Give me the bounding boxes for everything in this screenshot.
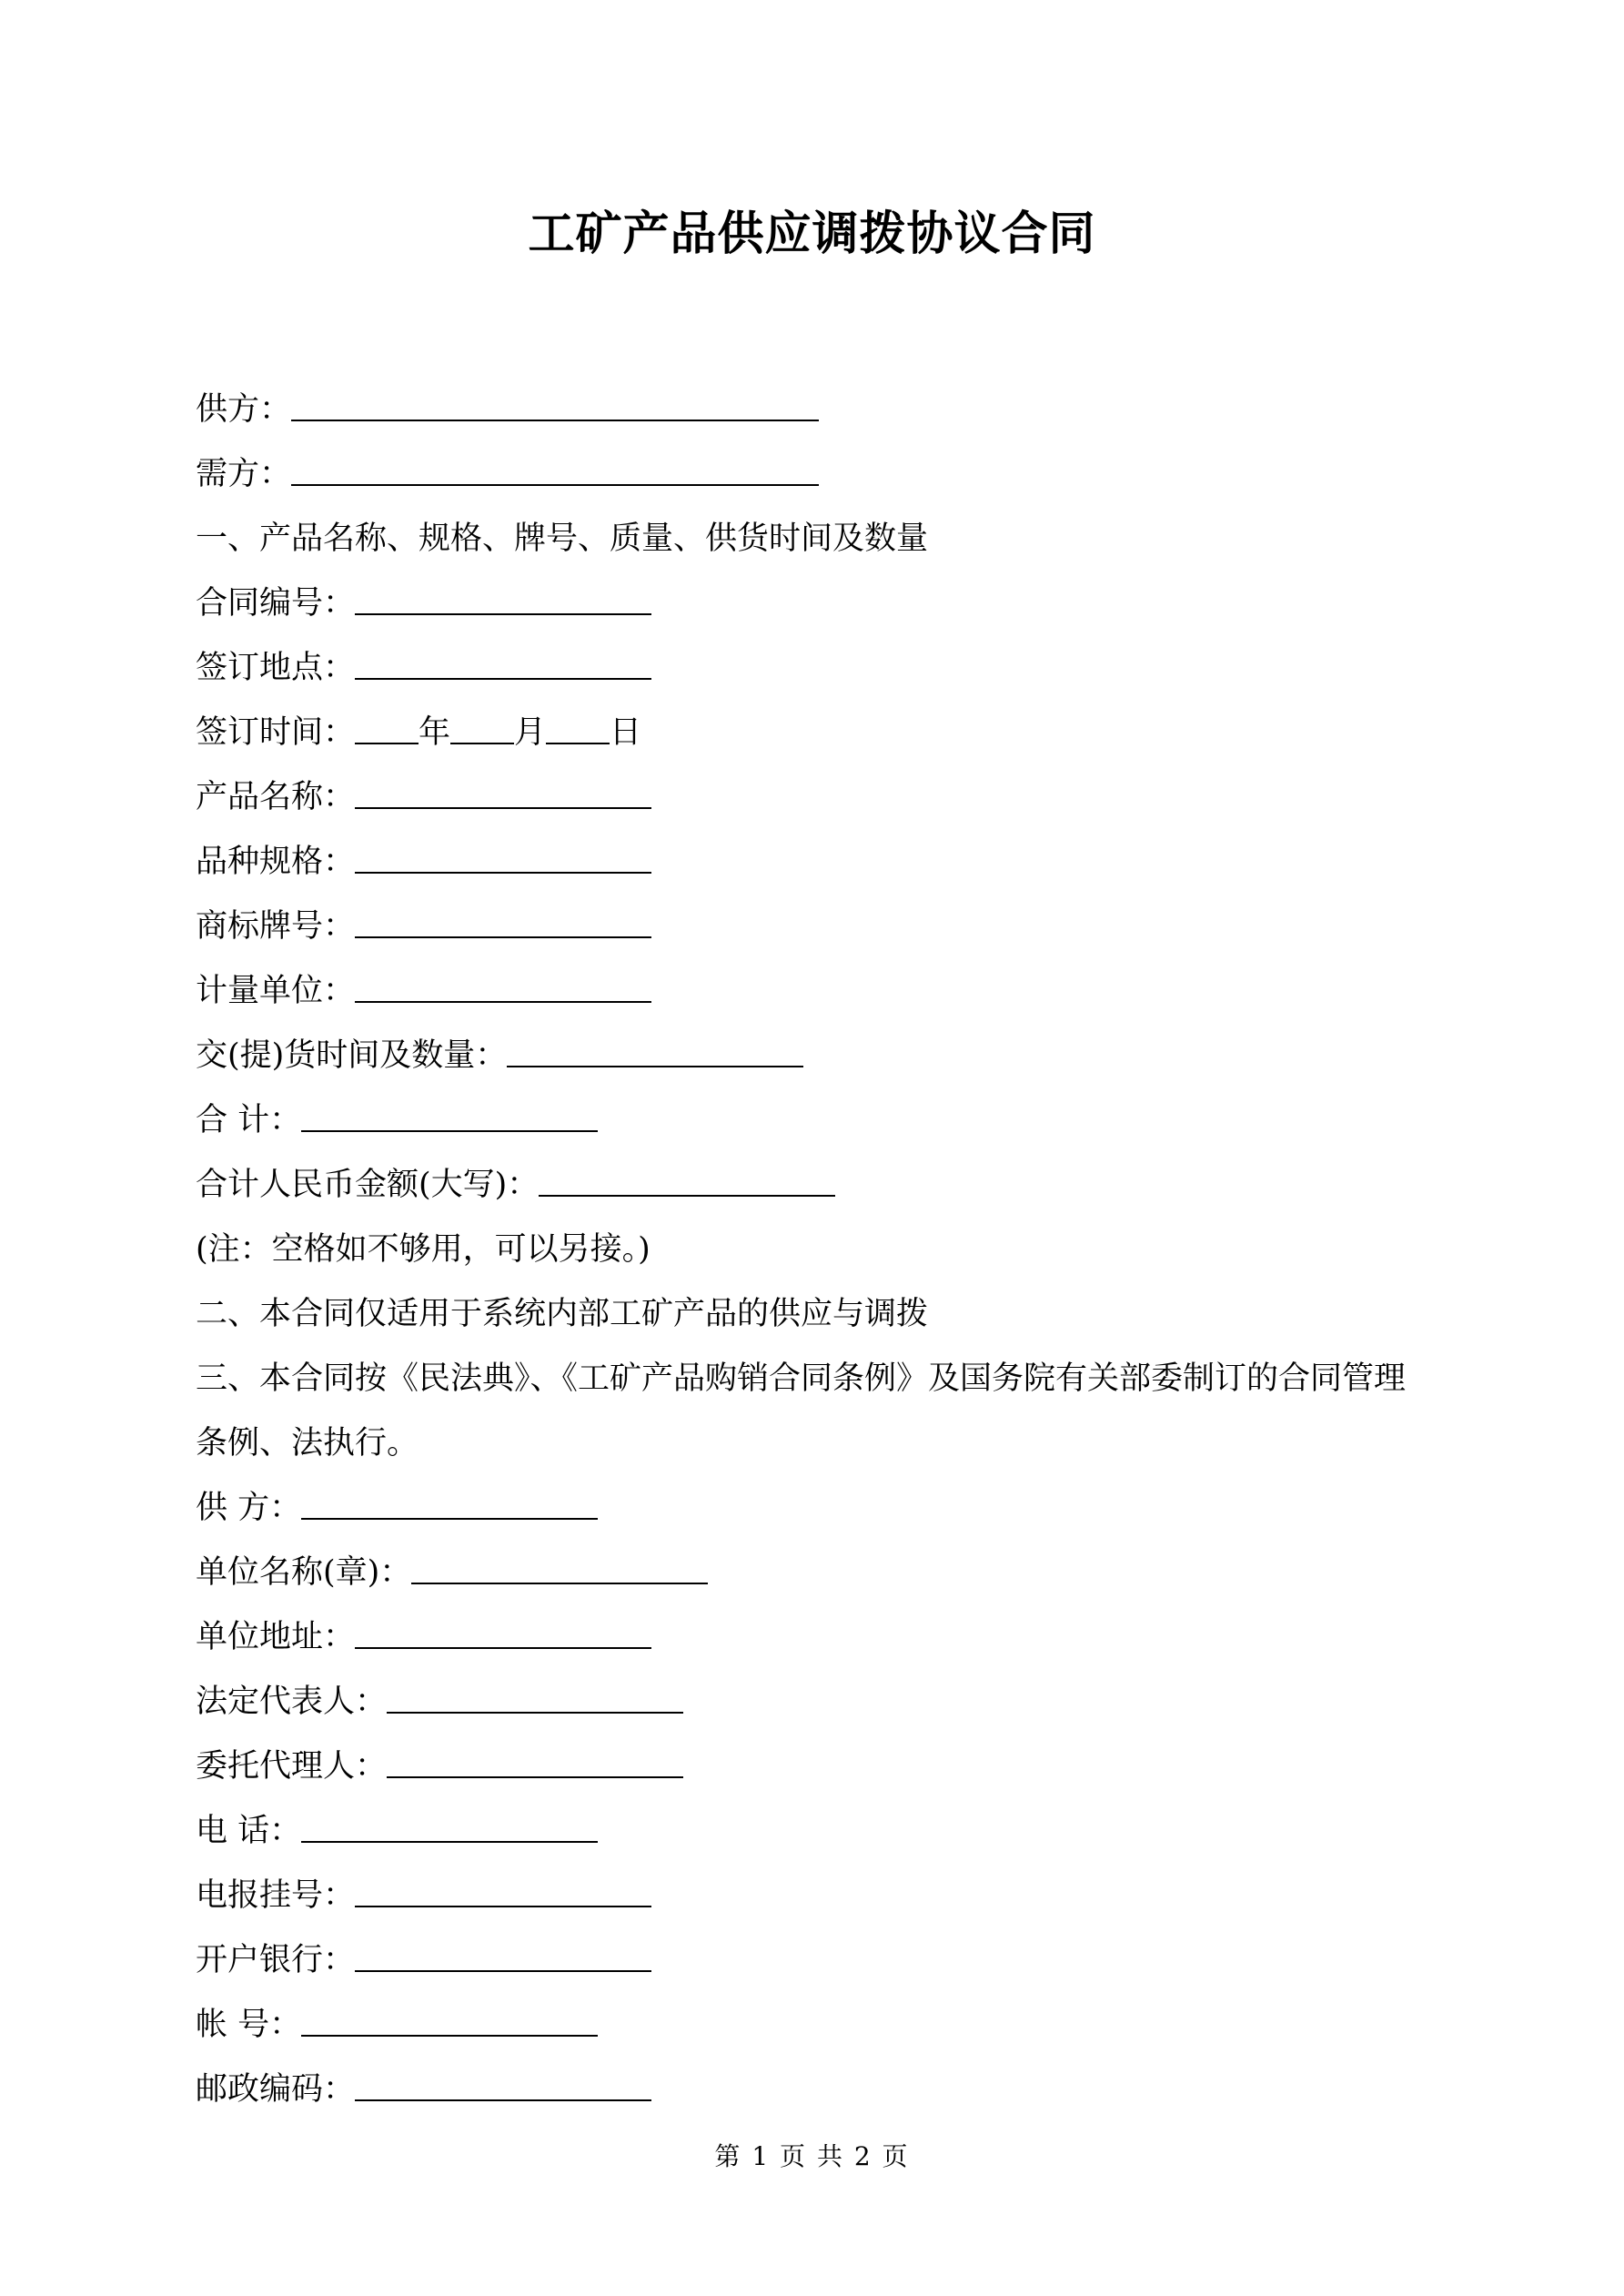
unit-address-blank[interactable]	[355, 1627, 651, 1649]
telegraph-line	[196, 1864, 1469, 1928]
bank-line	[196, 1928, 1469, 1993]
supplier-label: 供方：	[196, 391, 292, 428]
total-blank[interactable]	[301, 1110, 598, 1132]
document-body	[196, 378, 1469, 2122]
legal-rep-blank[interactable]	[387, 1692, 683, 1714]
brand-no-label: 商标牌号：	[196, 908, 356, 945]
account-blank[interactable]	[301, 2015, 598, 2037]
unit-line	[196, 959, 1469, 1024]
brand-no-line	[196, 895, 1469, 959]
section1-heading: 一、产品名称、规格、牌号、质量、供货时间及数量	[196, 521, 929, 557]
product-name-label: 产品名称：	[196, 779, 356, 815]
telegraph-label: 电报挂号：	[196, 1877, 356, 1914]
sign-time-label: 签订时间：	[196, 714, 356, 751]
unit-name-label: 单位名称(章)：	[196, 1554, 412, 1591]
legal-rep-label: 法定代表人：	[196, 1684, 388, 1720]
postcode-blank[interactable]	[355, 2079, 651, 2101]
year-label: 年	[419, 714, 451, 751]
total-rmb-line	[196, 1153, 1469, 1218]
day-label: 日	[610, 714, 642, 751]
section3-text-line1: 三、本合同按《民法典》、《工矿产品购销合同条例》及国务院有关部委制订的合同管理	[196, 1360, 1407, 1397]
sign-place-label: 签订地点：	[196, 650, 356, 686]
supplier-block-blank[interactable]	[301, 1498, 598, 1520]
year-blank[interactable]	[355, 723, 419, 744]
postcode-label: 邮政编码：	[196, 2071, 356, 2108]
product-name-blank[interactable]	[355, 787, 651, 809]
total-label: 合 计：	[196, 1102, 302, 1138]
telegraph-blank[interactable]	[355, 1886, 651, 1907]
page-footer: 第 1 页 共 2 页	[714, 2141, 910, 2171]
day-blank[interactable]	[546, 723, 610, 744]
variety-spec-blank[interactable]	[355, 852, 651, 874]
supplier-block-label: 供 方：	[196, 1490, 302, 1526]
sign-time-line	[196, 701, 1469, 765]
postcode-line	[196, 2058, 1469, 2122]
total-rmb-blank[interactable]	[539, 1175, 835, 1197]
phone-blank[interactable]	[301, 1821, 598, 1843]
sign-place-line	[196, 636, 1469, 701]
total-line	[196, 1088, 1469, 1153]
supplier-blank[interactable]	[291, 400, 819, 421]
buyer-label: 需方：	[196, 456, 292, 492]
unit-address-label: 单位地址：	[196, 1619, 356, 1655]
document-title: 工矿产品供应调拨协议合同	[528, 207, 1096, 261]
phone-line	[196, 1799, 1469, 1864]
bank-blank[interactable]	[355, 1950, 651, 1972]
agent-label: 委托代理人：	[196, 1748, 388, 1785]
section3-text-line2: 条例、法执行。	[196, 1425, 419, 1462]
unit-label: 计量单位：	[196, 973, 356, 1009]
agent-blank[interactable]	[387, 1756, 683, 1778]
unit-blank[interactable]	[355, 981, 651, 1003]
contract-no-line	[196, 571, 1469, 636]
month-blank[interactable]	[450, 723, 514, 744]
delivery-label: 交(提)货时间及数量：	[196, 1037, 508, 1074]
variety-spec-line	[196, 830, 1469, 895]
account-label: 帐 号：	[196, 2007, 302, 2043]
note-line: (注：空格如不够用，可以另接。)	[196, 1231, 651, 1268]
variety-spec-label: 品种规格：	[196, 844, 356, 880]
brand-no-blank[interactable]	[355, 916, 651, 938]
buyer-blank[interactable]	[291, 464, 819, 486]
section2-text: 二、本合同仅适用于系统内部工矿产品的供应与调拨	[196, 1296, 929, 1332]
month-label: 月	[514, 714, 547, 751]
contract-no-blank[interactable]	[355, 593, 651, 615]
product-name-line	[196, 765, 1469, 830]
total-rmb-label: 合计人民币金额(大写)：	[196, 1167, 540, 1203]
contract-no-label: 合同编号：	[196, 585, 356, 622]
buyer-line	[196, 442, 1469, 507]
supplier-block-line	[196, 1476, 1469, 1541]
supplier-line	[196, 378, 1469, 442]
sign-place-blank[interactable]	[355, 658, 651, 680]
unit-name-blank[interactable]	[411, 1563, 708, 1584]
account-line	[196, 1993, 1469, 2058]
bank-label: 开户银行：	[196, 1942, 356, 1978]
legal-rep-line	[196, 1670, 1469, 1735]
agent-line	[196, 1735, 1469, 1799]
delivery-line	[196, 1024, 1469, 1088]
delivery-blank[interactable]	[507, 1046, 803, 1067]
unit-name-line	[196, 1541, 1469, 1605]
unit-address-line	[196, 1605, 1469, 1670]
phone-label: 电 话：	[196, 1813, 302, 1849]
